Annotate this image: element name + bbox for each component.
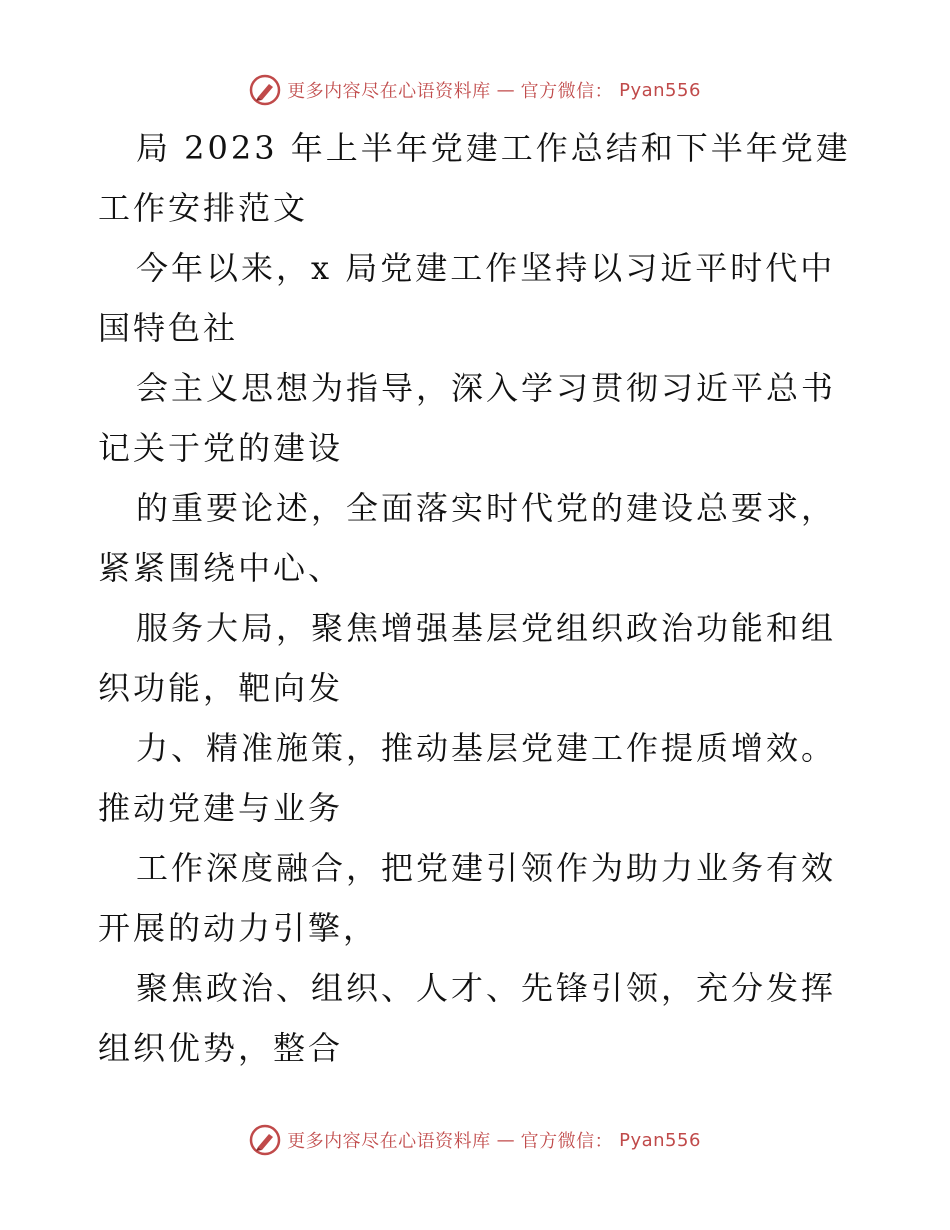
paragraph-1: 今年以来，x 局党建工作坚持以习近平时代中国特色社 [98,249,836,347]
footer-banner-separator: — [496,1129,515,1151]
paragraph-3: 的重要论述，全面落实时代党的建设总要求，紧紧围绕中心、 [98,489,837,587]
header-banner-text: 更多内容尽在心语资料库 [287,81,491,102]
paragraph-7: 聚焦政治、组织、人才、先锋引领，充分发挥组织优势，整合 [98,969,837,1067]
footer-wechat-label: 官方微信： [520,1131,614,1152]
paragraph-6: 工作深度融合，把党建引领作为助力业务有效开展的动力引擎， [98,849,837,947]
footer-wechat-id: Pyan556 [619,1129,701,1151]
pen-logo-icon [249,74,281,106]
footer-banner-text: 更多内容尽在心语资料库 [287,1131,491,1152]
header-wechat-id: Pyan556 [619,79,701,101]
paragraph-4: 服务大局，聚焦增强基层党组织政治功能和组织功能，靶向发 [98,609,837,707]
document-title: 局 2023 年上半年党建工作总结和下半年党建工作安排范文 [98,129,851,227]
header-wechat-label: 官方微信： [520,81,614,102]
footer-banner [0,1120,950,1160]
pen-logo-icon [249,1124,281,1156]
header-banner-separator: — [496,79,515,101]
paragraph-5: 力、精准施策，推动基层党建工作提质增效。推动党建与业务 [98,729,837,827]
document-body [98,118,858,1078]
paragraph-2: 会主义思想为指导，深入学习贯彻习近平总书记关于党的建设 [98,369,837,467]
header-banner [0,70,950,110]
